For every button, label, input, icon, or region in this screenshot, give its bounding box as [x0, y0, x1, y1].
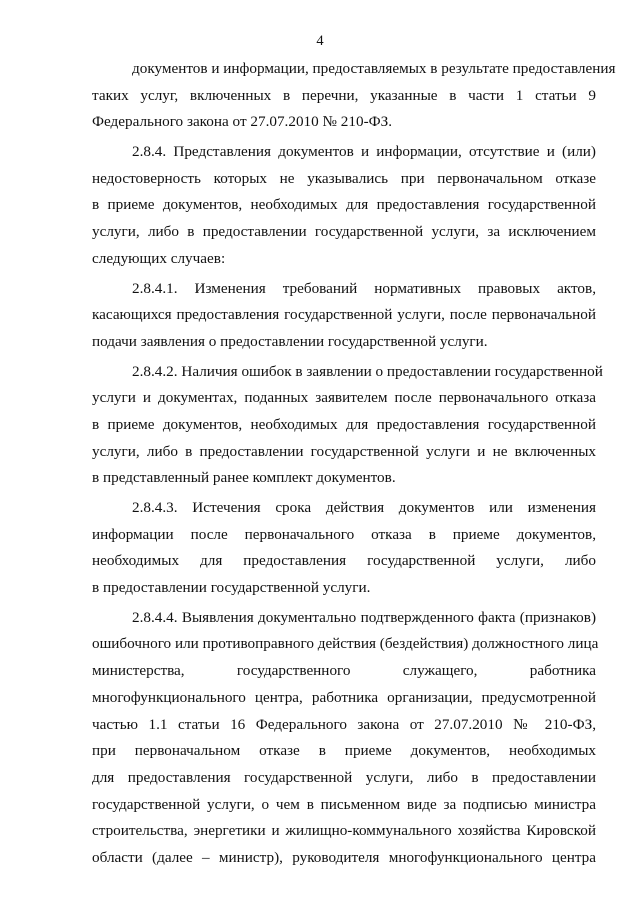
text-line: необходимых для предоставления государственной услуги, либо	[92, 552, 596, 570]
text-line: недостоверность которых не указывались при первоначальном отказе	[92, 169, 596, 187]
text-line: при первоначальном отказе в приеме документов, необходимых	[92, 742, 596, 760]
text-line: услуги и документах, поданных заявителем после первоначального отказа	[92, 389, 596, 407]
text-line: документов и информации, предоставляемых в результате предоставления	[132, 60, 616, 77]
text-line: в приеме документов, необходимых для предоставления государственной	[92, 196, 596, 214]
text-line: государственной услуги, о чем в письменном виде за подписью министра	[92, 795, 596, 813]
text-line: касающихся предоставления государственной услуги, после первоначальной	[92, 306, 596, 324]
page-number: 4	[316, 33, 324, 49]
paragraph	[92, 139, 596, 272]
text-line: в представленный ранее комплект документов.	[92, 469, 396, 487]
paragraph	[92, 605, 599, 872]
text-line: услуги, либо в предоставлении государственной услуги, за исключением	[92, 223, 596, 241]
text-line: 2.8.4.1. Изменения требований нормативных правовых актов,	[132, 279, 596, 297]
paragraph	[92, 276, 596, 356]
text-line: 2.8.4.4. Выявления документально подтвержденного факта (признаков)	[132, 608, 596, 626]
text-line: в приеме документов, необходимых для предоставления государственной	[92, 415, 596, 433]
text-line: 2.8.4.2. Наличия ошибок в заявлении о предоставлении государственной	[132, 362, 603, 380]
text-line: для предоставления государственной услуги, либо в предоставлении	[92, 768, 596, 786]
text-line: в предоставлении государственной услуги.	[92, 579, 371, 597]
text-line: таких услуг, включенных в перечни, указанные в части 1 статьи 9	[92, 86, 596, 104]
text-line: услуги, либо в предоставлении государственной услуги и не включенных	[92, 442, 596, 460]
text-line: ошибочного или противоправного действия (бездействия) должностного лица	[92, 635, 599, 653]
text-line: частью 1.1 статьи 16 Федерального закона от 27.07.2010 № 210-ФЗ,	[92, 715, 596, 733]
document-body	[92, 56, 616, 872]
text-line: 2.8.4. Представления документов и информации, отсутствие и (или)	[132, 143, 596, 161]
paragraph	[92, 359, 603, 492]
text-line: подачи заявления о предоставлении государственной услуги.	[92, 332, 488, 350]
text-line: области (далее – министр), руководителя многофункционального центра	[92, 848, 596, 866]
text-line: информации после первоначального отказа в приеме документов,	[92, 525, 596, 543]
text-line: строительства, энергетики и жилищно-коммунального хозяйства Кировской	[92, 822, 596, 840]
text-line: Федерального закона от 27.07.2010 № 210-ФЗ.	[92, 113, 393, 131]
paragraph	[92, 495, 596, 602]
text-line: министерства, государственного служащего, работника	[92, 662, 596, 680]
text-line: следующих случаев:	[92, 249, 226, 267]
text-line: многофункционального центра, работника организации, предусмотренной	[92, 688, 596, 706]
paragraph	[92, 56, 616, 136]
text-line: 2.8.4.3. Истечения срока действия документов или изменения	[132, 499, 596, 516]
